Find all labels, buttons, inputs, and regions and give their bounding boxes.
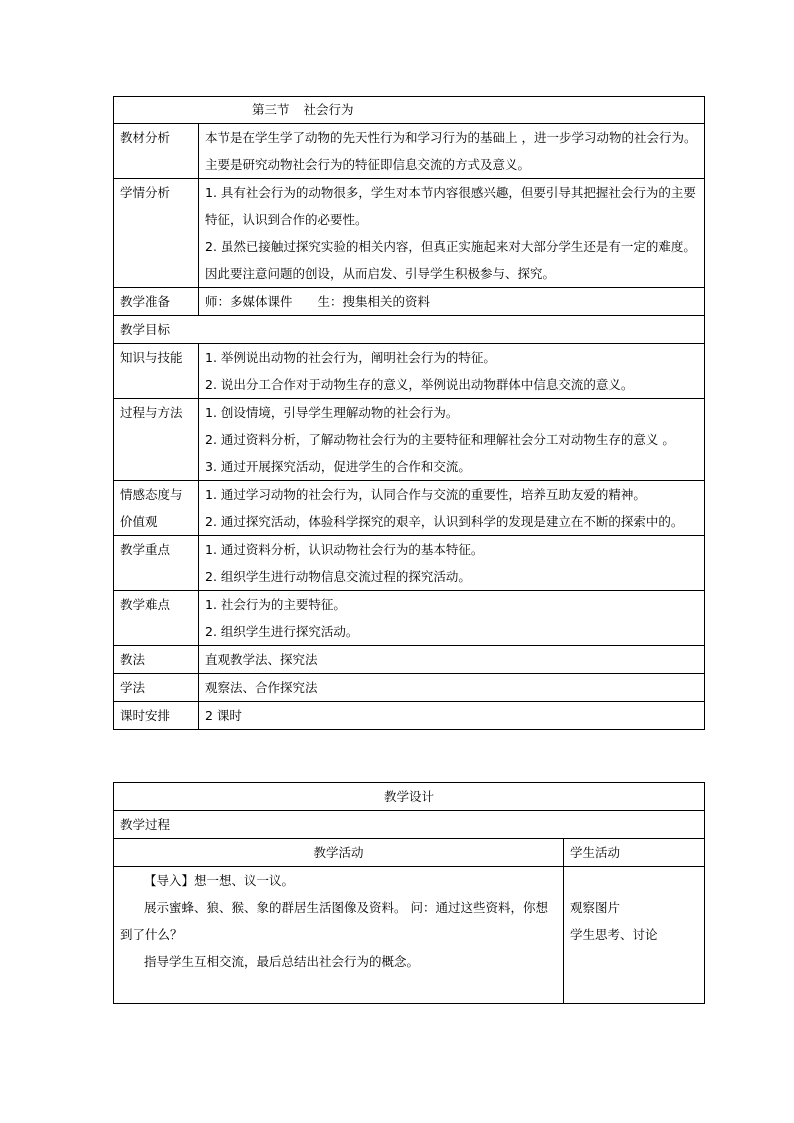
content-line: 2. 说出分工合作对于动物生存的意义，举例说出动物群体中信息交流的意义。	[205, 377, 634, 392]
plan-row-preparation	[114, 288, 705, 316]
goals-heading-row	[114, 316, 705, 344]
content-line: 学生思考、讨论	[570, 927, 658, 942]
row-label: 教学准备	[114, 288, 199, 316]
content-line: 1. 通过资料分析，认识动物社会行为的基本特征。	[205, 542, 484, 557]
design-title-row	[114, 783, 705, 811]
student-activity-header: 学生活动	[564, 839, 705, 867]
content-line: 1. 通过学习动物的社会行为，认同合作与交流的重要性，培养互助友爱的精神。	[205, 487, 646, 502]
content-line: 观察法、合作探究法	[205, 680, 318, 695]
goal-row-difficulties	[114, 591, 705, 646]
row-content	[199, 288, 705, 316]
content-line: 1. 举例说出动物的社会行为，阐明社会行为的特征。	[205, 350, 496, 365]
teacher-activity-cell	[114, 867, 564, 1004]
goal-row-teaching-method	[114, 646, 705, 674]
content-line: 直观教学法、探究法	[205, 652, 318, 667]
content-line: 展示蜜蜂、狼、猴、象的群居生活图像及资料。 问：通过这些资料，你想到了什么？	[120, 900, 548, 942]
row-label: 教材分析	[114, 124, 199, 179]
goal-row-learning-method	[114, 674, 705, 702]
row-label: 知识与技能	[114, 344, 199, 399]
goal-row-process	[114, 399, 705, 481]
row-label: 情感态度与价值观	[114, 481, 199, 536]
row-content	[199, 344, 705, 399]
goals-heading: 教学目标	[114, 316, 705, 344]
row-content	[199, 674, 705, 702]
plan-row-material-analysis	[114, 124, 705, 179]
content-line: 指导学生互相交流，最后总结出社会行为的概念。	[144, 954, 420, 969]
section-title-row	[114, 97, 705, 124]
row-label: 教法	[114, 646, 199, 674]
plan-row-student-analysis	[114, 179, 705, 288]
content-line: 2. 组织学生进行探究活动。	[205, 624, 359, 639]
row-content	[199, 536, 705, 591]
section-name: 社会行为	[303, 102, 354, 117]
section-title-cell	[114, 97, 705, 124]
content-line: 观察图片	[570, 900, 621, 915]
row-content	[199, 646, 705, 674]
content-line: 2. 通过探究活动，体验科学探究的艰辛，认识到科学的发现是建立在不断的探索中的。	[205, 514, 684, 529]
process-heading-row	[114, 811, 705, 839]
row-content	[199, 591, 705, 646]
content-line: 2. 通过资料分析，了解动物社会行为的主要特征和理解社会分工对动物生存的意义 。	[205, 432, 675, 447]
row-label: 课时安排	[114, 702, 199, 730]
row-label: 学情分析	[114, 179, 199, 288]
activity-row	[114, 867, 705, 1004]
row-label: 教学重点	[114, 536, 199, 591]
content-line: 2. 组织学生进行动物信息交流过程的探究活动。	[205, 569, 471, 584]
content-line: 2 课时	[205, 708, 242, 723]
row-label: 教学难点	[114, 591, 199, 646]
student-activity-cell	[564, 867, 705, 1004]
teacher-activity-header: 教学活动	[114, 839, 564, 867]
teaching-design-table	[113, 782, 705, 1004]
process-heading: 教学过程	[114, 811, 705, 839]
content-line: 1. 具有社会行为的动物很多，学生对本节内容很感兴趣，但要引导其把握社会行为的主要特征，认识到合作的必要性。	[205, 185, 696, 227]
section-number: 第三节	[252, 102, 290, 117]
content-line: 【导入】想一想、议一议。	[144, 873, 295, 888]
row-content	[199, 481, 705, 536]
content-line: 师：多媒体课件 生：搜集相关的资料	[205, 294, 431, 309]
goal-row-attitude	[114, 481, 705, 536]
lesson-plan-table	[113, 96, 705, 730]
content-line: 本节是在学生学了动物的先天性行为和学习行为的基础上 ，进一步学习动物的社会行为。主要是研究动物社会行为的特征即信息交流的方式及意义。	[205, 130, 697, 172]
goal-row-knowledge	[114, 344, 705, 399]
column-header-row	[114, 839, 705, 867]
content-line: 3. 通过开展探究活动，促进学生的合作和交流。	[205, 459, 471, 474]
goal-row-key-points	[114, 536, 705, 591]
design-title: 教学设计	[114, 783, 705, 811]
goal-row-schedule	[114, 702, 705, 730]
row-content	[199, 702, 705, 730]
content-line: 1. 创设情境，引导学生理解动物的社会行为。	[205, 405, 459, 420]
row-content	[199, 179, 705, 288]
row-content	[199, 399, 705, 481]
content-line: 1. 社会行为的主要特征。	[205, 597, 346, 612]
row-label: 过程与方法	[114, 399, 199, 481]
row-label: 学法	[114, 674, 199, 702]
row-content	[199, 124, 705, 179]
content-line: 2. 虽然已接触过探究实验的相关内容，但真正实施起来对大部分学生还是有一定的难度。因此要注意问题的创设，从而启发、引导学生积极参与、探究。	[205, 239, 696, 281]
